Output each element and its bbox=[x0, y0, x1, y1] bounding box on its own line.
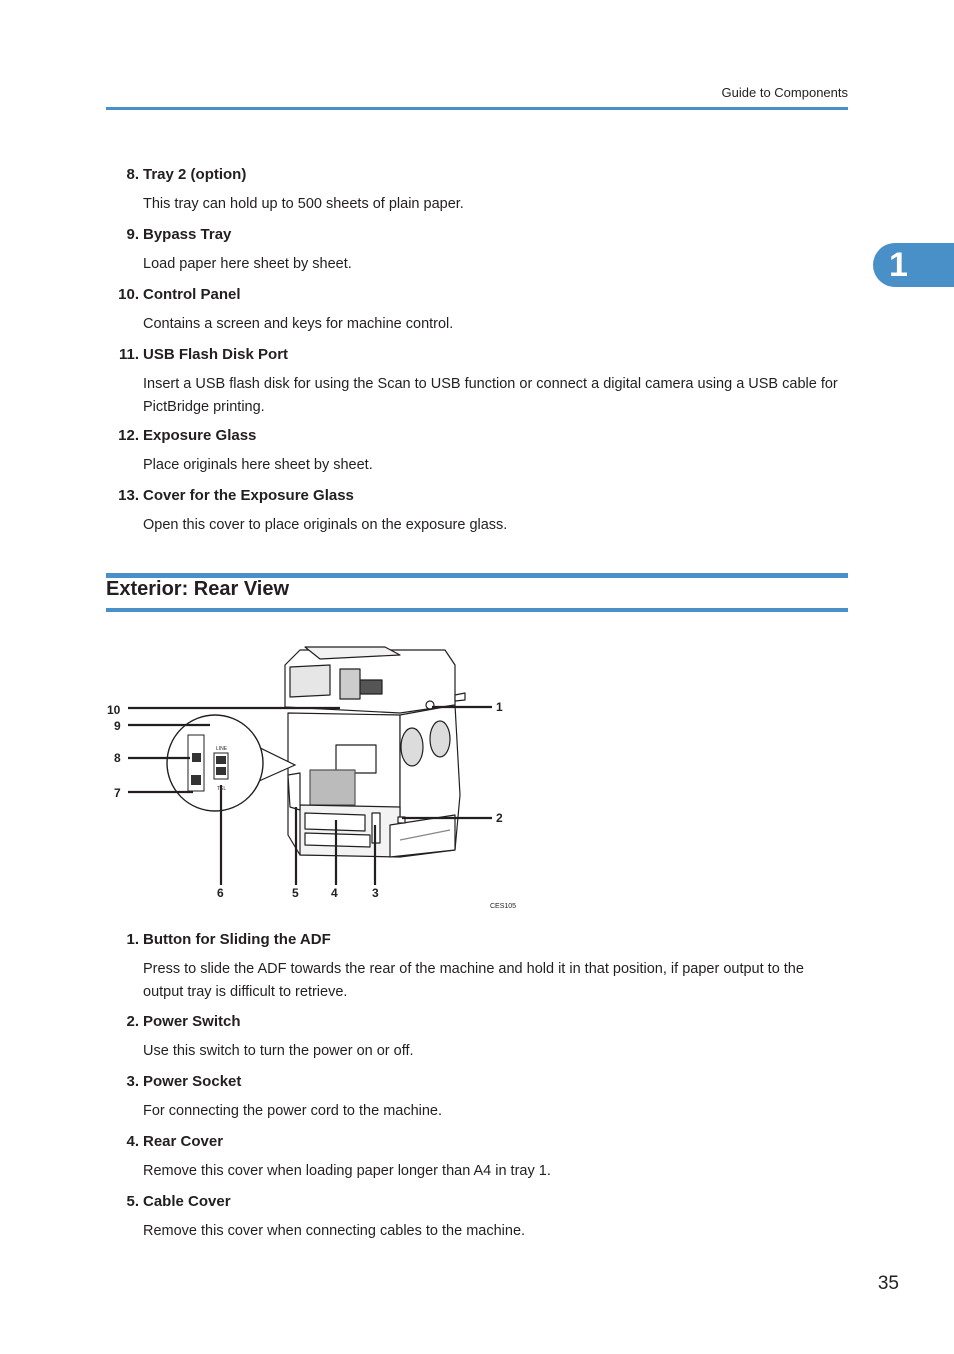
callout-2: 2 bbox=[496, 811, 503, 825]
callout-4: 4 bbox=[331, 886, 338, 900]
item-number: 2. bbox=[126, 1013, 139, 1030]
section-title: Exterior: Rear View bbox=[106, 578, 290, 600]
item-number: 12. bbox=[118, 427, 139, 444]
item-description: For connecting the power cord to the machine. bbox=[143, 1103, 443, 1119]
chapter-number: 1 bbox=[889, 246, 908, 284]
item-title: Cover for the Exposure Glass bbox=[143, 487, 354, 504]
item-title: Button for Sliding the ADF bbox=[143, 931, 331, 948]
item-description: Open this cover to place originals on the exposure glass. bbox=[143, 517, 508, 533]
item-description: Insert a USB flash disk for using the Scan to USB function or connect a digital camera using a USB cable for PictBridge printing. bbox=[143, 376, 838, 415]
item-description: Press to slide the ADF towards the rear of the machine and hold it in that position, if paper output to the output tray is difficult to retrieve. bbox=[143, 961, 804, 1000]
item-title: Cable Cover bbox=[143, 1193, 231, 1210]
figure-code: CES105 bbox=[490, 903, 517, 910]
item-title: USB Flash Disk Port bbox=[143, 346, 289, 363]
item-title: Power Socket bbox=[143, 1073, 242, 1090]
item-title: Rear Cover bbox=[143, 1133, 224, 1150]
item-number: 3. bbox=[126, 1073, 139, 1090]
item-description: Remove this cover when connecting cables to the machine. bbox=[143, 1223, 526, 1239]
chapter-tab bbox=[873, 243, 954, 287]
item-number: 5. bbox=[126, 1193, 139, 1210]
item-number: 4. bbox=[126, 1133, 139, 1150]
callout-7: 7 bbox=[114, 786, 121, 800]
callout-8: 8 bbox=[114, 751, 121, 765]
port-label-tel: TEL bbox=[217, 786, 227, 792]
item-description: Contains a screen and keys for machine control. bbox=[143, 316, 454, 332]
item-title: Bypass Tray bbox=[143, 226, 232, 243]
rear-view-figure bbox=[100, 635, 530, 920]
running-header: Guide to Components bbox=[721, 85, 848, 100]
item-title: Exposure Glass bbox=[143, 427, 257, 444]
header-rule bbox=[106, 107, 848, 110]
callout-5: 5 bbox=[292, 886, 299, 900]
callout-1: 1 bbox=[496, 700, 503, 714]
item-title: Tray 2 (option) bbox=[143, 166, 247, 183]
item-description: This tray can hold up to 500 sheets of plain paper. bbox=[143, 196, 464, 212]
item-title: Control Panel bbox=[143, 286, 241, 303]
page-number: 35 bbox=[877, 1273, 899, 1294]
item-number: 10. bbox=[118, 286, 139, 303]
item-title: Power Switch bbox=[143, 1013, 241, 1030]
item-number: 13. bbox=[118, 487, 139, 504]
item-number: 11. bbox=[118, 346, 139, 363]
item-description: Place originals here sheet by sheet. bbox=[143, 457, 373, 473]
item-number: 1. bbox=[126, 931, 139, 948]
callout-10: 10 bbox=[107, 703, 121, 717]
item-description: Remove this cover when loading paper longer than A4 in tray 1. bbox=[143, 1163, 551, 1179]
callout-6: 6 bbox=[217, 886, 224, 900]
callout-9: 9 bbox=[114, 719, 121, 733]
item-number: 8. bbox=[126, 166, 139, 183]
section-rule-bottom bbox=[106, 608, 848, 612]
printer-illustration bbox=[100, 635, 530, 920]
item-description: Load paper here sheet by sheet. bbox=[143, 256, 352, 272]
item-description: Use this switch to turn the power on or off. bbox=[143, 1043, 414, 1059]
port-label-line: LINE bbox=[216, 746, 228, 752]
callout-3: 3 bbox=[372, 886, 379, 900]
item-number: 9. bbox=[126, 226, 139, 243]
